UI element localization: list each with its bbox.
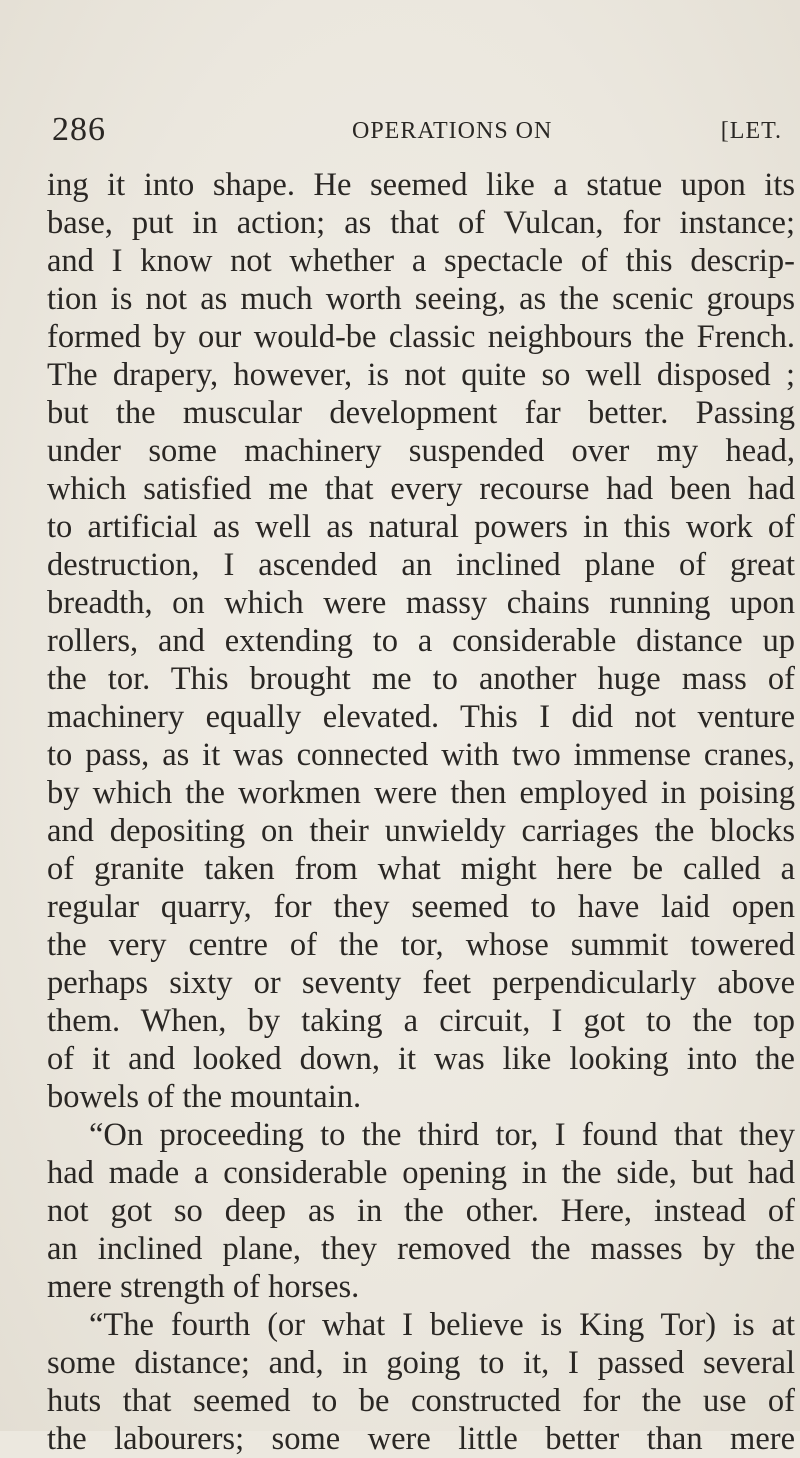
running-head — [52, 110, 782, 150]
text-line: but the muscular development far better. Passing — [47, 395, 795, 431]
text-line: and I know not whether a spectacle of this descrip- — [47, 243, 795, 279]
body-text — [47, 166, 795, 1458]
text-line: mere strength of horses. — [47, 1269, 360, 1305]
text-line: ing it into shape. He seemed like a statue upon its — [47, 167, 795, 203]
text-line: of granite taken from what might here be called a — [47, 851, 795, 887]
text-line: under some machinery suspended over my head, — [47, 433, 795, 469]
text-line: machinery equally elevated. This I did not venture — [47, 699, 795, 735]
running-title: OPERATIONS ON — [352, 118, 553, 144]
text-line: base, put in action; as that of Vulcan, for instance; — [47, 205, 795, 241]
text-line: The drapery, however, is not quite so well disposed ; — [47, 357, 795, 393]
running-head-right: [LET. — [720, 118, 782, 144]
text-line: some distance; and, in going to it, I passed several — [47, 1345, 795, 1381]
text-line: which satisfied me that every recourse had been had — [47, 471, 795, 507]
text-line: rollers, and extending to a considerable distance up — [47, 623, 795, 659]
text-line: perhaps sixty or seventy feet perpendicularly above — [47, 965, 795, 1001]
text-line: of it and looked down, it was like looking into the — [47, 1041, 795, 1077]
text-line: and depositing on their unwieldy carriages the blocks — [47, 813, 795, 849]
text-line: “The fourth (or what I believe is King Tor) is at — [89, 1307, 795, 1343]
text-line: huts that seemed to be constructed for the use of — [47, 1383, 795, 1419]
text-line: not got so deep as in the other. Here, instead of — [47, 1193, 795, 1229]
text-line: them. When, by taking a circuit, I got to the top — [47, 1003, 795, 1039]
text-line: formed by our would-be classic neighbours the French. — [47, 319, 795, 355]
text-line: breadth, on which were massy chains running upon — [47, 585, 795, 621]
text-line: had made a considerable opening in the side, but had — [47, 1155, 795, 1191]
text-line: the very centre of the tor, whose summit towered — [47, 927, 795, 963]
text-line: regular quarry, for they seemed to have laid open — [47, 889, 795, 925]
text-line: the tor. This brought me to another huge mass of — [47, 661, 795, 697]
text-line: an inclined plane, they removed the masses by the — [47, 1231, 795, 1267]
text-line: destruction, I ascended an inclined plane of great — [47, 547, 795, 583]
text-line: to pass, as it was connected with two immense cranes, — [47, 737, 795, 773]
text-line: bowels of the mountain. — [47, 1079, 362, 1115]
text-line: tion is not as much worth seeing, as the scenic groups — [47, 281, 795, 317]
text-line: by which the workmen were then employed in poising — [47, 775, 795, 811]
text-line: “On proceeding to the third tor, I found that they — [89, 1117, 795, 1153]
page-number: 286 — [52, 111, 106, 148]
text-line: to artificial as well as natural powers in this work of — [47, 509, 795, 545]
text-line: the labourers; some were little better than mere — [47, 1421, 795, 1457]
